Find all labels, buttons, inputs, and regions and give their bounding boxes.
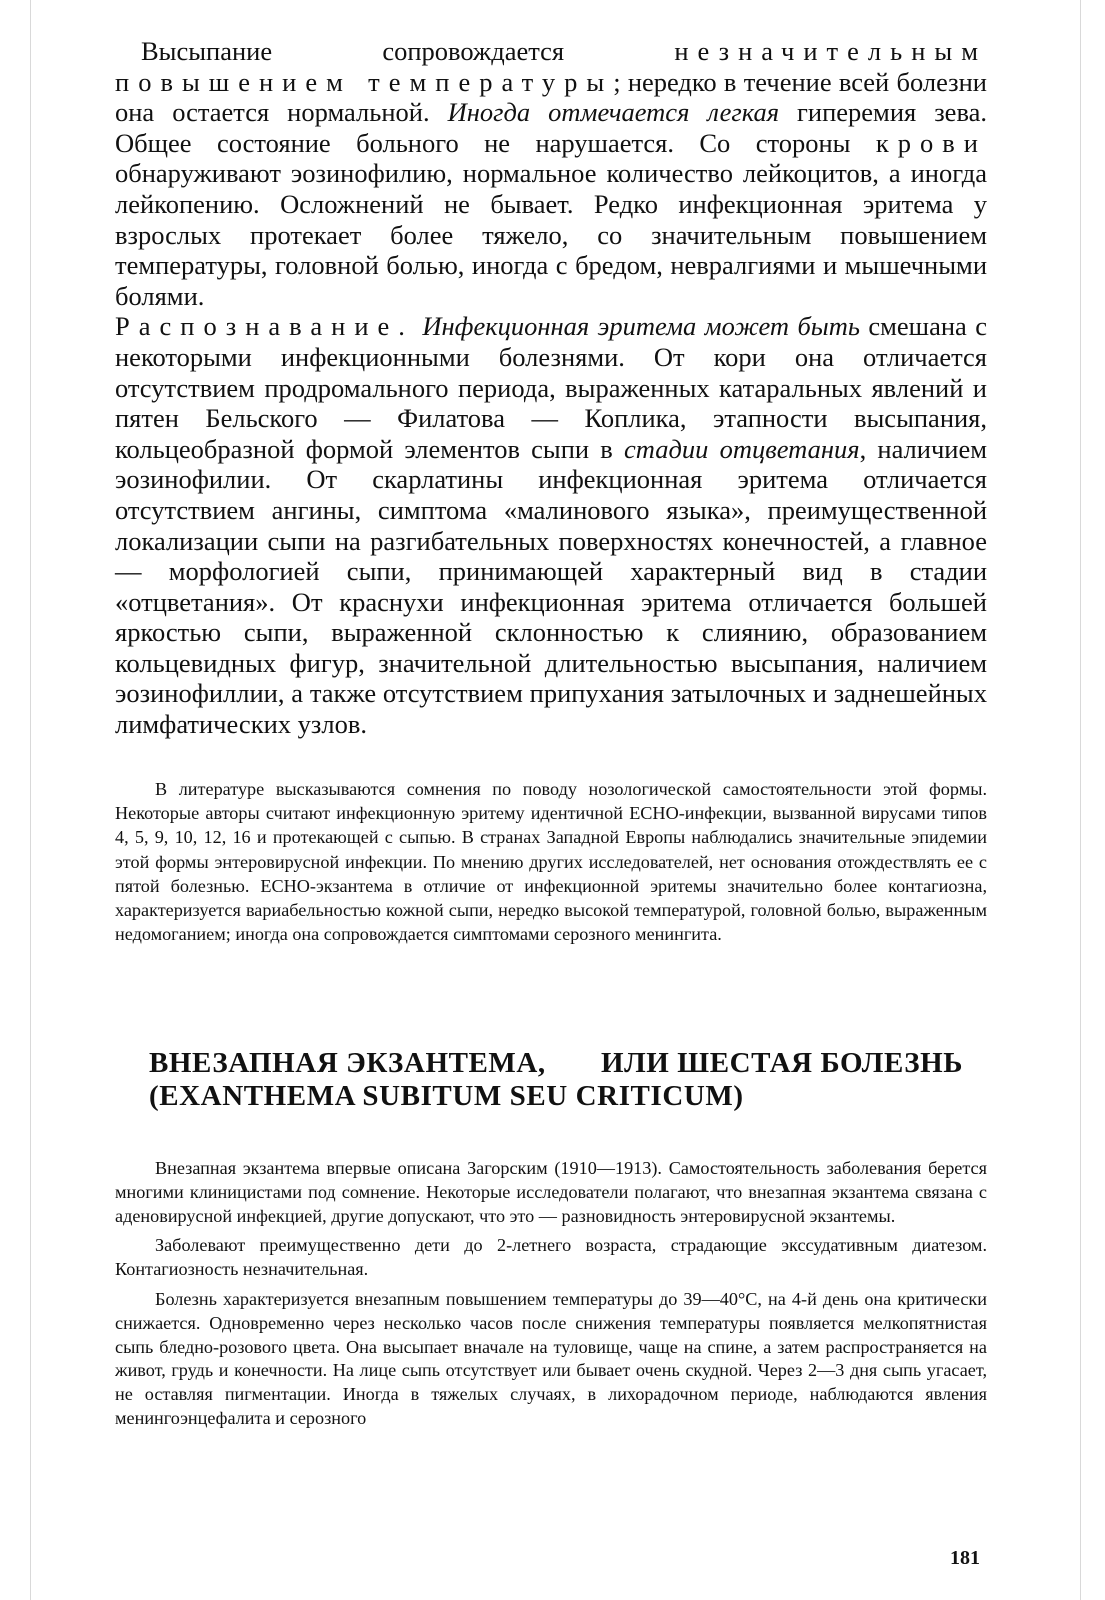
italic-phrase: стадии отцветания xyxy=(624,433,860,464)
literature-note xyxy=(115,777,987,946)
main-text-block xyxy=(115,36,987,740)
section-heading xyxy=(115,1047,987,1113)
section-paragraph: Болезнь характеризуется внезапным повышением температуры до 39—40°С, на 4-й день она критически снижается. Одновременно через несколько часов после снижения температуры появляется мелкопятнистая сыпь бледно-розового цвета. Она высыпает вначале на туловище, чаще на спине, а затем распространяется на живот, грудь и конечности. На лице сыпь отсутствует или бывает очень скудной. Через 2—3 дня сыпь угасает, не оставляя пигментации. Иногда в тяжелых случаях, в лихорадочном периоде, наблюдаются явления менингоэнцефалита и серозного xyxy=(115,1288,987,1428)
scan-edge-left xyxy=(30,0,31,1600)
italic-phrase: Иногда отмечается легкая xyxy=(447,97,780,128)
spaced-emphasis: крови xyxy=(875,127,987,158)
section-heading-line2: (EXANTHEMA SUBITUM SEU CRITICUM) xyxy=(149,1080,744,1112)
symptoms-paragraph: Высыпание сопровождается незначительным повышением температуры; нередко в течение всей болезни она остается нормальной. Иногда отмечается легкая гиперемия зева. Общее состояние больного не нарушается. Со стороны крови обнаруживают эозинофилию, нормальное количество лейкоцитов, а иногда лейкопению. Осложнений не бывает. Редко инфекционная эритема у взрослых протекает более тяжело, со значительным повышением температуры, головной болью, иногда с бредом, невралгиями и мышечными болями. xyxy=(115,36,987,311)
literature-note-text: В литературе высказываются сомнения по поводу нозологической самостоятельности этой формы. Некоторые авторы считают инфекционную эритему идентичной ECHO-инфекции, вызванной вирусами типов 4, 5, 9, 10, 12, 16 и протекающей с сыпью. В странах Западной Европы наблюдались значительные эпидемии этой формы энтеровирусной инфекции. По мнению других исследователей, нет основания отождествлять ее с пятой болезнью. ECHO-экзантема в отличие от инфекционной эритемы значительно более контагиозна, характеризуется вариабельностью кожной сыпи, нередко высокой температурой, головной болью, выраженным недомоганием; иногда она сопровождается симптомами серозного менингита. xyxy=(115,779,987,945)
section-paragraph: Внезапная экзантема впервые описана Загорским (1910—1913). Самостоятельность заболевания берется многими клиницистами под сомнение. Некоторые исследователи полагают, что внезапная экзантема связана с аденовирусной инфекцией, другие допускают, что это — разновидность энтеровирусной экзантемы. xyxy=(115,1158,987,1226)
section-heading-line1-right: ИЛИ ШЕСТАЯ БОЛЕЗНЬ xyxy=(600,1047,963,1079)
spaced-emphasis: незначительным повышением температуры xyxy=(115,36,987,97)
section-heading-line1 xyxy=(115,1047,987,1080)
section-body xyxy=(115,1157,987,1437)
section-paragraph: Заболевают преимущественно дети до 2-летнего возраста, страдающие экссудативным диатезом. Контагиозность незначительная. xyxy=(115,1235,987,1280)
diagnosis-paragraph: Распознавание. Инфекционная эритема может быть смешана с некоторыми инфекционными болезнями. От кори она отличается отсутствием продромального периода, выраженных катаральных явлений и пятен Бельского — Филатова — Коплика, этапности высыпания, кольцеобразной формой элементов сыпи в стадии отцветания, наличием эозинофилии. От скарлатины инфекционная эритема отличается отсутствием ангины, симптома «малинового языка», преимущественной локализации сыпи на разгибательных поверхностях конечностей, а главное — морфологией сыпи, принимающей характерный вид в стадии «отцветания». От краснухи инфекционная эритема отличается большей яркостью сыпи, выраженной склонностью к слиянию, образованием кольцевидных фигур, значительной длительностью высыпания, наличием эозинофиллии, а также отсутствием припухания затылочных и заднешейных лимфатических узлов. xyxy=(115,311,988,740)
italic-phrase: Инфекционная эритема может быть xyxy=(422,311,860,342)
scan-edge-right xyxy=(1080,0,1081,1600)
page-number: 181 xyxy=(950,1547,980,1569)
diagnosis-label: Распознавание. xyxy=(115,311,414,342)
section-heading-line1-left: ВНЕЗАПНАЯ ЭКЗАНТЕМА, xyxy=(149,1047,546,1079)
